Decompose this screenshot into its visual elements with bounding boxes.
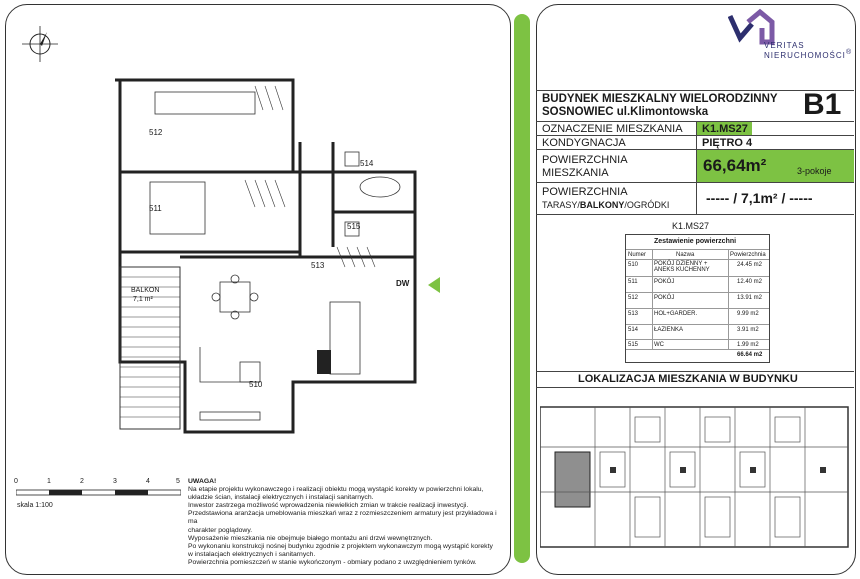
- building-code: B1: [803, 88, 842, 121]
- terrace-label-2: TARASY/BALKONY/OGRÓDKI: [542, 200, 670, 210]
- scale-tick-3: 3: [113, 478, 117, 485]
- scale-tick-5: 5: [176, 478, 180, 485]
- north-arrow-icon: [20, 22, 60, 66]
- apartment-highlight: [555, 452, 590, 507]
- apt-label: OZNACZENIE MIESZKANIA: [542, 123, 683, 135]
- scale-tick-4: 4: [146, 478, 150, 485]
- note-line: Na etapie projektu wykonawczego i realizacji obiektu mogą wystąpić korekty w powierzchni lokalu,: [188, 486, 484, 494]
- table-total-row: 66.64 m2: [626, 349, 769, 362]
- location-title: LOKALIZACJA MIESZKANIA W BUDYNKU: [578, 373, 798, 385]
- room-514-label: 514: [360, 159, 374, 168]
- room-513-label: 513: [311, 261, 325, 270]
- table-row: 512 POKÓJ 13.91 m2: [626, 292, 769, 307]
- rooms-count: 3-pokoje: [797, 166, 832, 176]
- floor-label: KONDYGNACJA: [542, 137, 626, 149]
- table-row: 514 ŁAZIENKA 3.91 m2: [626, 324, 769, 339]
- terrace-value: ----- / 7,1m² / -----: [706, 190, 813, 206]
- table-row: 511 POKÓJ 12.40 m2: [626, 276, 769, 291]
- table-row: 513 HOL+GARDER. 9.99 m2: [626, 308, 769, 323]
- scale-tick-0: 0: [14, 478, 18, 485]
- apt-value: K1.MS27: [702, 123, 748, 135]
- terrace-label-1: POWIERZCHNIA: [542, 186, 628, 198]
- room-510-label: 510: [249, 380, 263, 389]
- logo-line2: NIERUCHOMOŚCI: [764, 51, 846, 60]
- area-value: 66,64m²: [703, 156, 767, 175]
- note-line: w instalacjach elektrycznych i sanitarnych.: [188, 550, 316, 558]
- building-title-2: SOSNOWIEC ul.Klimontowska: [542, 106, 709, 118]
- room-511-label: 511: [149, 204, 162, 213]
- note-line: Wyposażenie mieszkania nie obejmuje białego montażu ani drzwi wewnętrznych.: [188, 534, 433, 542]
- area-label-1: POWIERZCHNIA: [542, 154, 628, 166]
- table-apt-code: K1.MS27: [672, 221, 710, 231]
- note-line: układzie ścian, instalacji elektrycznych i instalacji sanitarnych.: [188, 494, 374, 502]
- scale-label: skala 1:100: [17, 502, 53, 509]
- room-515-label: 515: [347, 222, 361, 231]
- area-label-2: MIESZKANIA: [542, 167, 609, 179]
- notes-title: UWAGA!: [188, 478, 217, 485]
- notes-block: [188, 478, 506, 567]
- note-line: Inwestor zastrzega możliwość wprowadzenia niewielkich zmian w trakcie realizacji inwestycji.: [188, 502, 469, 510]
- table-row: 510 POKÓJ DZIENNY + ANEKS KUCHENNY 24.45 m2: [626, 259, 769, 274]
- entrance-dw-label: DW: [396, 279, 410, 288]
- logo-reg-mark: ®: [846, 49, 852, 56]
- logo-line1: VERITAS: [764, 41, 805, 50]
- table-title: Zestawienie powierzchni: [654, 238, 737, 245]
- note-line: charakter poglądowy.: [188, 526, 253, 534]
- scale-tick-2: 2: [80, 478, 84, 485]
- note-line: Przedstawiona aranżacja umeblowania mieszkań wraz z rozmieszczeniem armatury jest przykładowa i ma: [188, 510, 497, 526]
- floor-value: PIĘTRO 4: [702, 137, 753, 149]
- area-table: [625, 234, 770, 363]
- room-512-label: 512: [149, 128, 163, 137]
- entrance-arrow-icon: [426, 277, 440, 293]
- note-line: Powierzchnia pomieszczeń w stanie wykończonym - obmiary podano z uwzględnieniem tynków.: [188, 558, 477, 566]
- balcony-area-label: 7,1 m²: [133, 296, 153, 303]
- scale-bar: [16, 487, 181, 499]
- balcony-label: BALKON: [131, 287, 160, 294]
- table-row: 515 WC 1.99 m2: [626, 339, 769, 350]
- accent-strip: [514, 14, 530, 563]
- table-header: Numer Nazwa Powierzchnia: [626, 249, 769, 259]
- building-title-1: BUDYNEK MIESZKALNY WIELORODZINNY: [542, 93, 778, 105]
- scale-tick-1: 1: [47, 478, 51, 485]
- note-line: Po wykonaniu konstrukcji nośnej budynku zgodnie z projektem wykonawczym mogą wystąpić korekty: [188, 542, 493, 550]
- building-location-plan: [540, 397, 850, 555]
